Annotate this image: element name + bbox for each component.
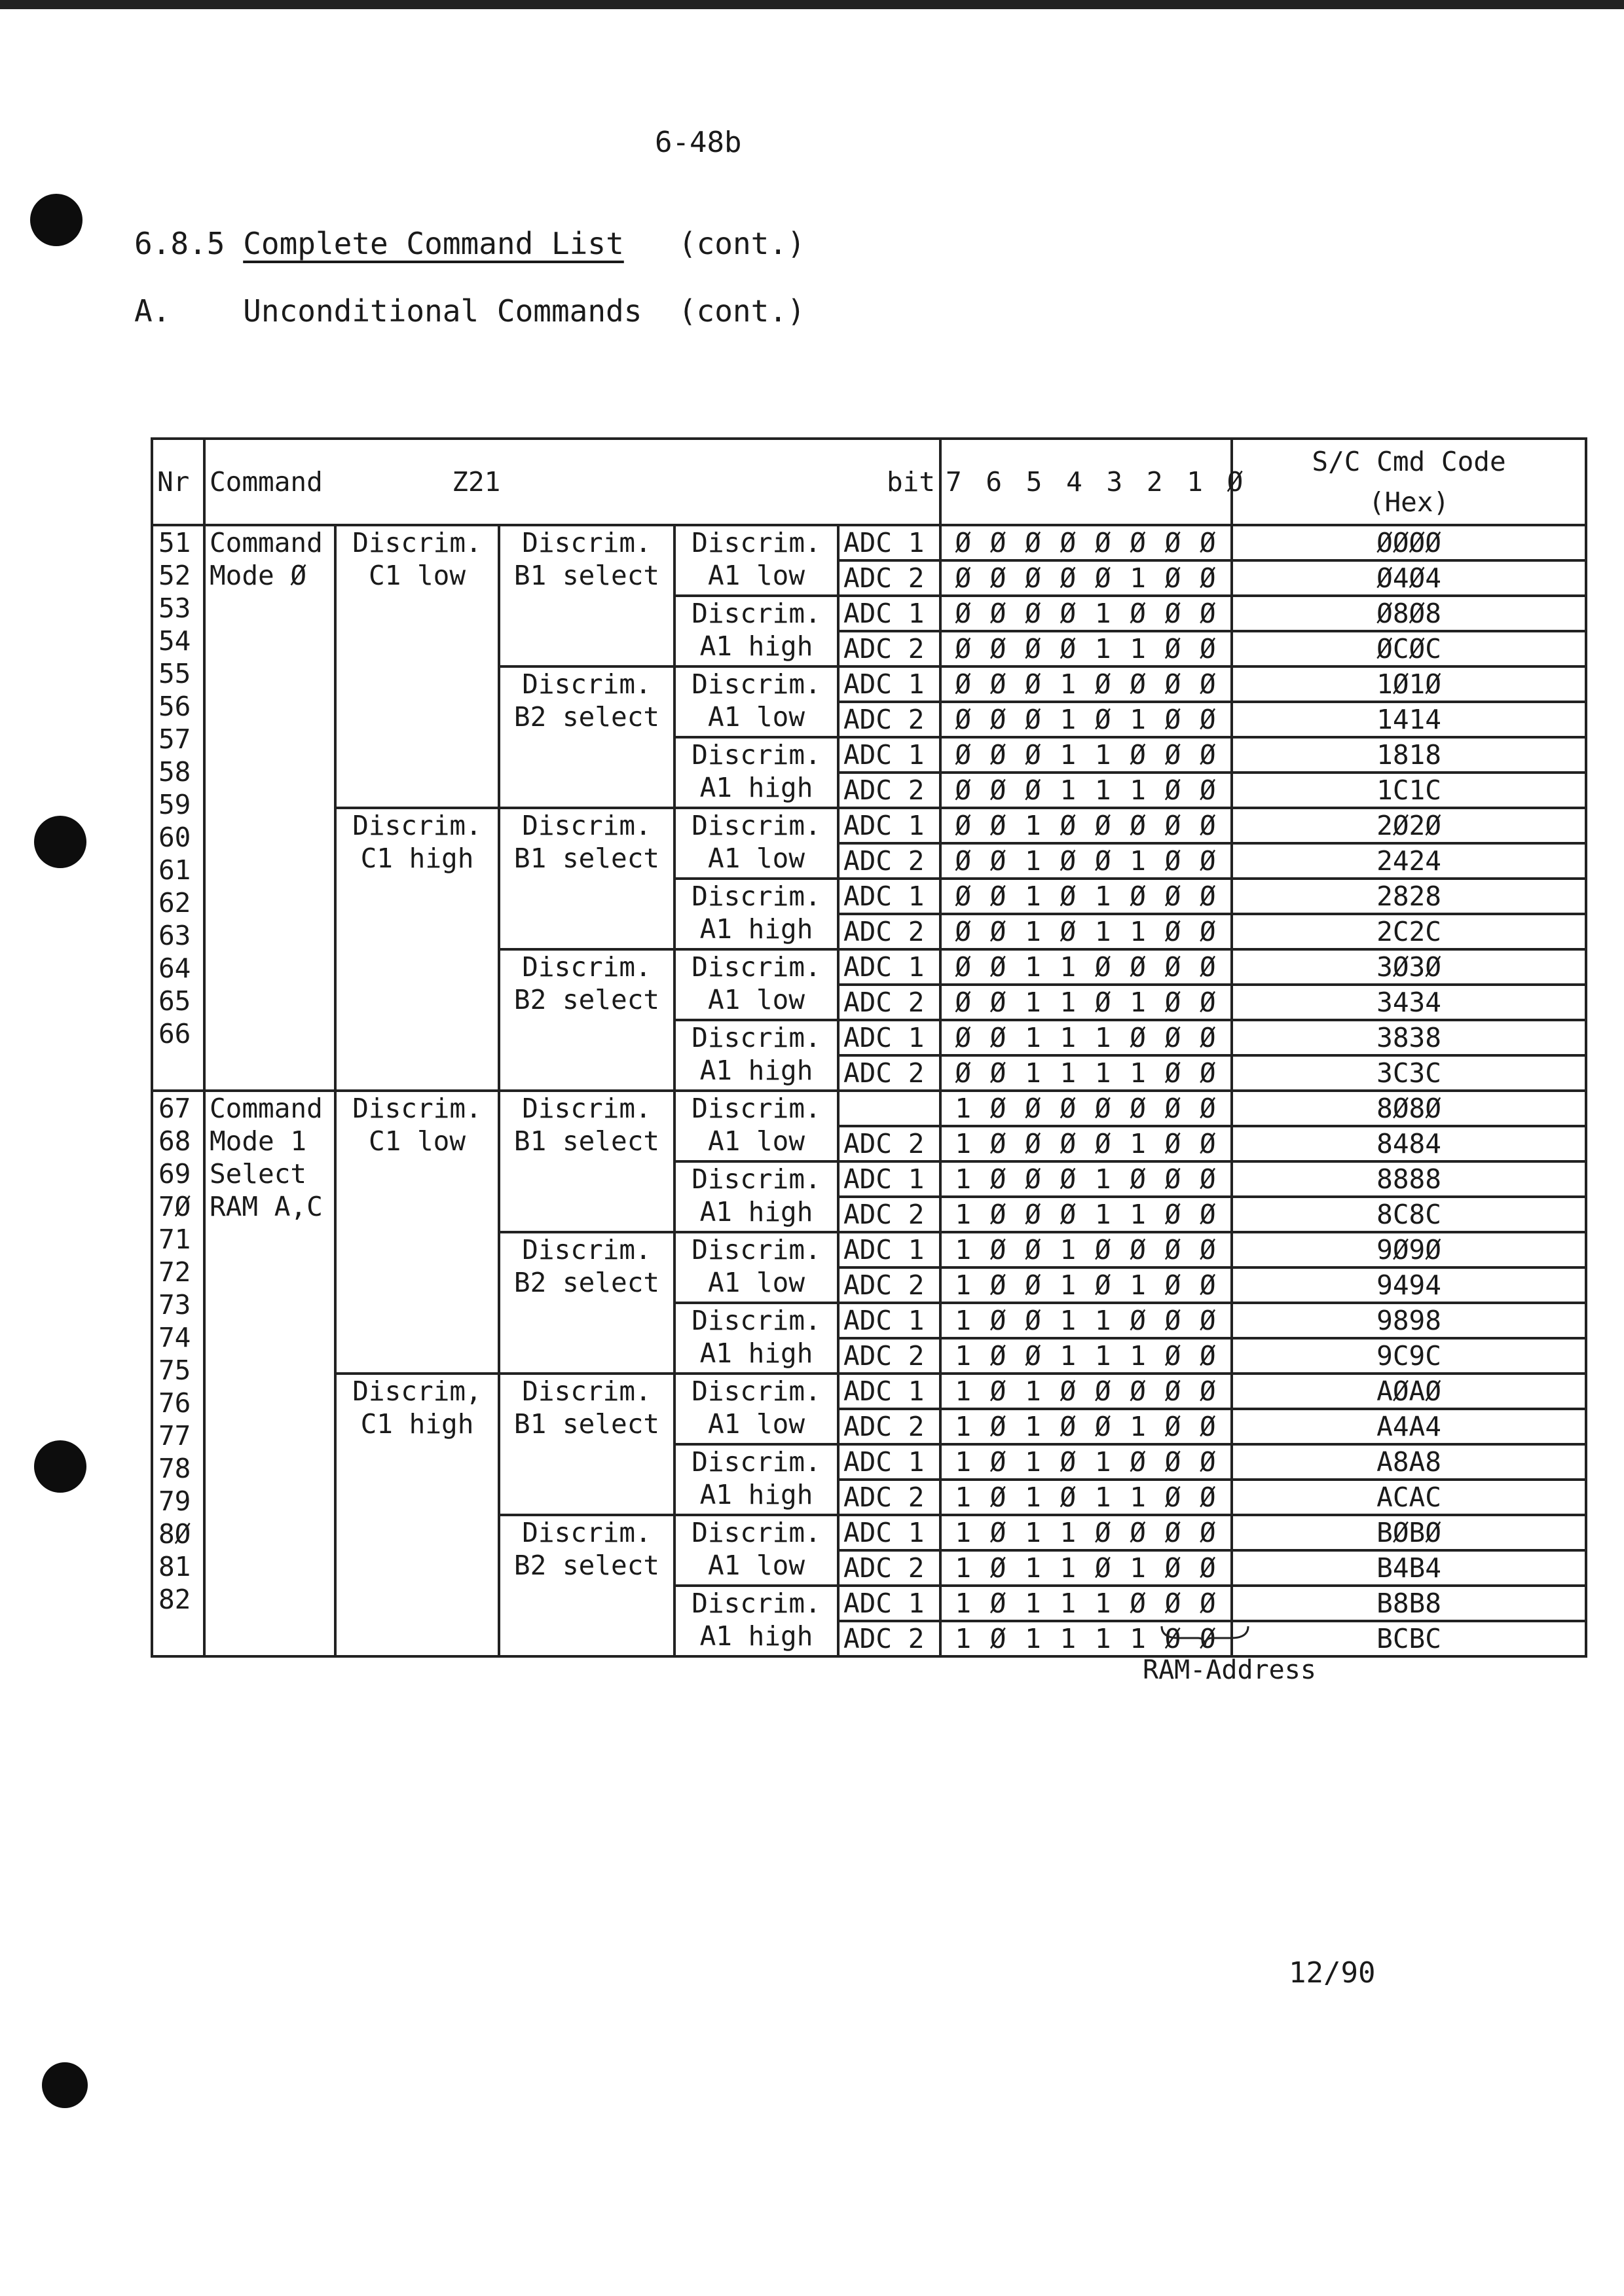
row-number: 60 — [158, 822, 191, 853]
hex-code-cell: B4B4 — [1232, 1550, 1586, 1586]
table-row — [152, 1374, 1586, 1409]
row-number: 61 — [158, 854, 191, 886]
row-number: 65 — [158, 985, 191, 1017]
bit-pattern-cell: Ø Ø Ø Ø Ø 1 Ø Ø — [940, 560, 1232, 596]
bit-pattern-cell: 1 Ø 1 Ø Ø 1 Ø Ø — [940, 1409, 1232, 1444]
bit-pattern-cell: 1 Ø Ø Ø 1 1 Ø Ø — [940, 1197, 1232, 1232]
bit-pattern-cell: Ø Ø 1 1 Ø 1 Ø Ø — [940, 985, 1232, 1020]
row-number: 55 — [158, 658, 191, 689]
hex-code-cell: 3434 — [1232, 985, 1586, 1020]
hex-code-cell: ACAC — [1232, 1480, 1586, 1515]
hex-code-cell: BCBC — [1232, 1621, 1586, 1656]
adc-cell: ADC 2 — [838, 843, 940, 879]
row-number: 7Ø — [158, 1191, 191, 1222]
page-number: 6-48b — [655, 126, 742, 159]
adc-cell: ADC 1 — [838, 1374, 940, 1409]
adc-cell: ADC 1 — [838, 1232, 940, 1267]
bit-pattern-cell: 1 Ø 1 1 Ø 1 Ø Ø — [940, 1550, 1232, 1586]
command-name: Command Mode 1 Select RAM A,C — [204, 1091, 335, 1656]
adc-cell: ADC 1 — [838, 808, 940, 843]
discrim-b-cell: Discrim. B1 select — [499, 808, 674, 949]
command-table — [151, 437, 1587, 1658]
bit-pattern-cell: Ø Ø Ø 1 1 1 Ø Ø — [940, 773, 1232, 808]
adc-cell: ADC 2 — [838, 560, 940, 596]
ram-address-brace — [1159, 1624, 1251, 1650]
discrim-b-cell: Discrim. B1 select — [499, 1091, 674, 1232]
discrim-a-cell: Discrim. A1 low — [674, 1232, 838, 1303]
hex-code-cell: Ø4Ø4 — [1232, 560, 1586, 596]
bit-pattern-cell: 1 Ø 1 Ø 1 Ø Ø Ø — [940, 1444, 1232, 1480]
discrim-a-cell: Discrim. A1 high — [674, 737, 838, 808]
punch-hole-2 — [34, 816, 86, 868]
row-number: 69 — [158, 1158, 191, 1190]
bit-pattern-cell: Ø Ø 1 Ø Ø Ø Ø Ø — [940, 808, 1232, 843]
bit-pattern-cell: 1 Ø Ø Ø Ø 1 Ø Ø — [940, 1126, 1232, 1161]
row-number: 78 — [158, 1453, 191, 1484]
hex-code-cell: 2828 — [1232, 879, 1586, 914]
table-row — [152, 525, 1586, 560]
command-name: Command Mode Ø — [204, 525, 335, 1091]
discrim-c-cell: Discrim. C1 low — [335, 525, 499, 808]
bit-pattern-cell: 1 Ø Ø 1 1 1 Ø Ø — [940, 1338, 1232, 1374]
hex-code-cell: 9C9C — [1232, 1338, 1586, 1374]
bit-pattern-cell: Ø Ø Ø Ø 1 Ø Ø Ø — [940, 596, 1232, 631]
bit-pattern-cell: Ø Ø Ø Ø 1 1 Ø Ø — [940, 631, 1232, 666]
discrim-c-cell: Discrim. C1 low — [335, 1091, 499, 1374]
punch-hole-1 — [30, 194, 83, 246]
hex-code-cell: ØCØC — [1232, 631, 1586, 666]
hex-code-cell: 2Ø2Ø — [1232, 808, 1586, 843]
row-number: 82 — [158, 1584, 191, 1615]
hex-code-cell: 8888 — [1232, 1161, 1586, 1197]
adc-cell: ADC 1 — [838, 666, 940, 702]
discrim-a-cell: Discrim. A1 high — [674, 596, 838, 666]
row-number: 51 — [158, 527, 191, 558]
discrim-a-cell: Discrim. A1 low — [674, 808, 838, 879]
hex-code-cell: 1C1C — [1232, 773, 1586, 808]
row-number: 56 — [158, 691, 191, 722]
discrim-a-cell: Discrim. A1 low — [674, 949, 838, 1020]
header-z21: Z21 — [452, 466, 501, 498]
adc-cell: ADC 2 — [838, 702, 940, 737]
hex-code-cell: ØØØØ — [1232, 525, 1586, 560]
discrim-a-cell: Discrim. A1 high — [674, 879, 838, 949]
adc-cell: ADC 2 — [838, 985, 940, 1020]
hex-code-cell: 9494 — [1232, 1267, 1586, 1303]
table-row — [152, 808, 1586, 843]
row-number: 71 — [158, 1224, 191, 1255]
adc-cell: ADC 2 — [838, 1480, 940, 1515]
row-number: 58 — [158, 756, 191, 788]
row-number: 75 — [158, 1355, 191, 1386]
adc-cell: ADC 2 — [838, 1550, 940, 1586]
punch-hole-3 — [34, 1440, 86, 1493]
discrim-a-cell: Discrim. A1 high — [674, 1161, 838, 1232]
subheading-text: Unconditional Commands — [243, 293, 642, 329]
adc-cell: ADC 2 — [838, 1055, 940, 1091]
discrim-a-cell: Discrim. A1 low — [674, 1091, 838, 1161]
hex-code-cell: A8A8 — [1232, 1444, 1586, 1480]
header-code-label: S/C Cmd Code — [1312, 446, 1506, 477]
row-number: 8Ø — [158, 1518, 191, 1550]
adc-cell: ADC 1 — [838, 879, 940, 914]
adc-cell: ADC 2 — [838, 1409, 940, 1444]
hex-code-cell: A4A4 — [1232, 1409, 1586, 1444]
hex-code-cell: 1Ø1Ø — [1232, 666, 1586, 702]
discrim-a-cell: Discrim. A1 high — [674, 1303, 838, 1374]
bit-pattern-cell: 1 Ø 1 Ø 1 1 Ø Ø — [940, 1480, 1232, 1515]
bit-pattern-cell: Ø Ø 1 1 Ø Ø Ø Ø — [940, 949, 1232, 985]
hex-code-cell: 2C2C — [1232, 914, 1586, 949]
bit-pattern-cell: 1 Ø Ø 1 1 Ø Ø Ø — [940, 1303, 1232, 1338]
hex-code-cell: 8484 — [1232, 1126, 1586, 1161]
header-nr: Nr — [152, 439, 204, 525]
table-header-row — [152, 439, 1586, 525]
header-code — [1232, 439, 1586, 525]
adc-cell — [838, 1091, 940, 1126]
row-number: 76 — [158, 1387, 191, 1419]
adc-cell: ADC 2 — [838, 1126, 940, 1161]
discrim-a-cell: Discrim. A1 high — [674, 1586, 838, 1656]
section-heading — [134, 226, 805, 261]
row-number: 54 — [158, 625, 191, 657]
bit-pattern-cell: 1 Ø 1 Ø Ø Ø Ø Ø — [940, 1374, 1232, 1409]
row-numbers — [152, 525, 204, 1091]
adc-cell: ADC 2 — [838, 631, 940, 666]
subheading-suffix: (cont.) — [678, 293, 805, 329]
adc-cell: ADC 2 — [838, 1197, 940, 1232]
bit-pattern-cell: Ø Ø Ø 1 1 Ø Ø Ø — [940, 737, 1232, 773]
ram-address-label: RAM-Address — [1143, 1655, 1316, 1685]
hex-code-cell: 3838 — [1232, 1020, 1586, 1055]
row-number: 52 — [158, 560, 191, 591]
bit-pattern-cell: 1 Ø 1 1 1 1 Ø Ø — [940, 1621, 1232, 1656]
adc-cell: ADC 1 — [838, 1444, 940, 1480]
bit-pattern-cell: Ø Ø 1 Ø Ø 1 Ø Ø — [940, 843, 1232, 879]
punch-hole-4 — [42, 2062, 88, 2108]
discrim-a-cell: Discrim. A1 high — [674, 1020, 838, 1091]
discrim-a-cell: Discrim. A1 low — [674, 1515, 838, 1586]
adc-cell: ADC 1 — [838, 949, 940, 985]
row-number: 77 — [158, 1420, 191, 1451]
hex-code-cell: 3Ø3Ø — [1232, 949, 1586, 985]
bit-pattern-cell: 1 Ø Ø 1 Ø Ø Ø Ø — [940, 1232, 1232, 1267]
row-number: 72 — [158, 1256, 191, 1288]
adc-cell: ADC 2 — [838, 773, 940, 808]
table-row — [152, 1091, 1586, 1126]
revision-date: 12/90 — [1289, 1956, 1376, 1990]
bit-pattern-cell: Ø Ø 1 1 1 Ø Ø Ø — [940, 1020, 1232, 1055]
header-bit: bit — [886, 466, 936, 498]
row-number: 63 — [158, 920, 191, 951]
row-number: 59 — [158, 789, 191, 820]
adc-cell: ADC 2 — [838, 914, 940, 949]
hex-code-cell: 9898 — [1232, 1303, 1586, 1338]
row-number: 64 — [158, 953, 191, 984]
discrim-a-cell: Discrim. A1 low — [674, 1374, 838, 1444]
bit-pattern-cell: Ø Ø Ø Ø Ø Ø Ø Ø — [940, 525, 1232, 560]
discrim-b-cell: Discrim. B2 select — [499, 666, 674, 808]
hex-code-cell: BØBØ — [1232, 1515, 1586, 1550]
adc-cell: ADC 2 — [838, 1338, 940, 1374]
discrim-b-cell: Discrim. B2 select — [499, 1515, 674, 1656]
subheading-label: A. — [134, 293, 171, 329]
bit-pattern-cell: Ø Ø Ø 1 Ø Ø Ø Ø — [940, 666, 1232, 702]
hex-code-cell: 2424 — [1232, 843, 1586, 879]
hex-code-cell: 8C8C — [1232, 1197, 1586, 1232]
row-number: 66 — [158, 1018, 191, 1049]
heading-title: Complete Command List — [243, 226, 624, 261]
adc-cell: ADC 1 — [838, 1586, 940, 1621]
discrim-b-cell: Discrim. B1 select — [499, 1374, 674, 1515]
bit-pattern-cell: 1 Ø Ø Ø Ø Ø Ø Ø — [940, 1091, 1232, 1126]
discrim-c-cell: Discrim, C1 high — [335, 1374, 499, 1656]
heading-suffix: (cont.) — [678, 226, 805, 261]
header-command — [204, 439, 940, 525]
row-number: 73 — [158, 1289, 191, 1321]
heading-number: 6.8.5 — [134, 226, 225, 261]
bit-pattern-cell: Ø Ø Ø 1 Ø 1 Ø Ø — [940, 702, 1232, 737]
discrim-a-cell: Discrim. A1 high — [674, 1444, 838, 1515]
row-number: 62 — [158, 887, 191, 919]
discrim-b-cell: Discrim. B2 select — [499, 949, 674, 1091]
adc-cell: ADC 1 — [838, 596, 940, 631]
hex-code-cell: B8B8 — [1232, 1586, 1586, 1621]
hex-code-cell: AØAØ — [1232, 1374, 1586, 1409]
bit-pattern-cell: 1 Ø Ø Ø 1 Ø Ø Ø — [940, 1161, 1232, 1197]
discrim-a-cell: Discrim. A1 low — [674, 666, 838, 737]
adc-cell: ADC 2 — [838, 1267, 940, 1303]
hex-code-cell: 9Ø9Ø — [1232, 1232, 1586, 1267]
adc-cell: ADC 1 — [838, 1515, 940, 1550]
row-number: 79 — [158, 1485, 191, 1517]
bit-pattern-cell: 1 Ø 1 1 Ø Ø Ø Ø — [940, 1515, 1232, 1550]
discrim-c-cell: Discrim. C1 high — [335, 808, 499, 1091]
discrim-b-cell: Discrim. B1 select — [499, 525, 674, 666]
row-number: 57 — [158, 723, 191, 755]
hex-code-cell: Ø8Ø8 — [1232, 596, 1586, 631]
adc-cell: ADC 1 — [838, 737, 940, 773]
sub-heading — [134, 293, 805, 329]
row-numbers — [152, 1091, 204, 1656]
row-number: 53 — [158, 592, 191, 624]
bit-pattern-cell: 1 Ø Ø 1 Ø 1 Ø Ø — [940, 1267, 1232, 1303]
adc-cell: ADC 1 — [838, 1161, 940, 1197]
adc-cell: ADC 2 — [838, 1621, 940, 1656]
hex-code-cell: 1818 — [1232, 737, 1586, 773]
row-number: 67 — [158, 1093, 191, 1124]
hex-code-cell: 3C3C — [1232, 1055, 1586, 1091]
header-bit-positions: 7 6 5 4 3 2 1 Ø — [940, 439, 1232, 525]
hex-code-cell: 8Ø8Ø — [1232, 1091, 1586, 1126]
bit-pattern-cell: Ø Ø 1 1 1 1 Ø Ø — [940, 1055, 1232, 1091]
header-command-label: Command — [210, 466, 323, 498]
table-body — [152, 525, 1586, 1656]
hex-code-cell: 1414 — [1232, 702, 1586, 737]
row-number: 74 — [158, 1322, 191, 1353]
adc-cell: ADC 1 — [838, 525, 940, 560]
discrim-a-cell: Discrim. A1 low — [674, 525, 838, 596]
row-number: 68 — [158, 1125, 191, 1157]
adc-cell: ADC 1 — [838, 1303, 940, 1338]
adc-cell: ADC 1 — [838, 1020, 940, 1055]
discrim-b-cell: Discrim. B2 select — [499, 1232, 674, 1374]
top-edge — [0, 0, 1624, 9]
bit-pattern-cell: Ø Ø 1 Ø 1 Ø Ø Ø — [940, 879, 1232, 914]
row-number: 81 — [158, 1551, 191, 1582]
bit-pattern-cell: Ø Ø 1 Ø 1 1 Ø Ø — [940, 914, 1232, 949]
bit-pattern-cell: 1 Ø 1 1 1 Ø Ø Ø — [940, 1586, 1232, 1621]
header-code-unit: (Hex) — [1368, 486, 1450, 518]
